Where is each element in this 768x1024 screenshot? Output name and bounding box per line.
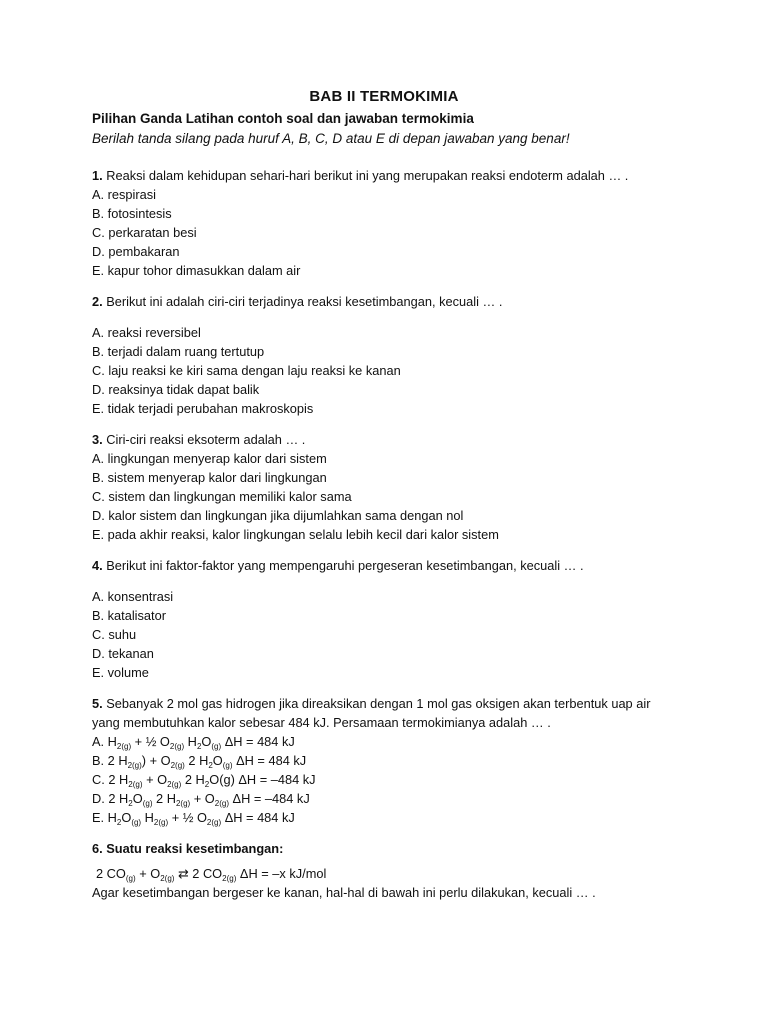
option-e-part: E. H	[92, 810, 117, 825]
option-e	[92, 808, 676, 827]
question-stem: Ciri-ciri reaksi eksoterm adalah … .	[102, 432, 306, 447]
option-c-part: 2 H	[181, 772, 205, 787]
option-d: D. pembakaran	[92, 244, 180, 259]
question-stem: Berikut ini adalah ciri-ciri terjadinya reaksi kesetimbangan, kecuali … .	[102, 294, 503, 309]
question-stem: Suatu reaksi kesetimbangan:	[102, 841, 284, 856]
question-6-text	[92, 839, 676, 858]
equation-part: ⇄ 2 CO	[174, 866, 223, 881]
equation-part: + O	[135, 866, 161, 881]
option-e-part: + ½ O	[168, 810, 207, 825]
option-c: C. laju reaksi ke kiri sama dengan laju reaksi ke kanan	[92, 363, 401, 378]
subscript: 2(g)	[116, 742, 132, 751]
question-5	[92, 694, 676, 827]
option-a: A. reaksi reversibel	[92, 325, 201, 340]
option-c	[92, 770, 676, 789]
equation-part: 2 CO	[96, 866, 126, 881]
option-d: D. kalor sistem dan lingkungan jika dijumlahkan sama dengan nol	[92, 508, 464, 523]
option-b: B. fotosintesis	[92, 206, 172, 221]
question-stem: Berikut ini faktor-faktor yang mempengaruhi pergeseran kesetimbangan, kecuali … .	[102, 558, 584, 573]
option-a-part: A. H	[92, 734, 117, 749]
option-d-part: ΔH = –484 kJ	[228, 791, 310, 806]
subscript: (g)	[125, 874, 136, 883]
option-b-part: ) + O	[141, 753, 171, 768]
subscript: 2	[208, 761, 213, 770]
subscript: 2(g)	[175, 799, 191, 808]
option-a-part: ΔH = 484 kJ	[221, 734, 295, 749]
option-d: D. reaksinya tidak dapat balik	[92, 382, 260, 397]
option-e-part: O	[121, 810, 132, 825]
option-a-part: H	[184, 734, 197, 749]
option-c: C. perkaratan besi	[92, 225, 197, 240]
option-a: A. lingkungan menyerap kalor dari sistem	[92, 451, 327, 466]
subscript: 2(g)	[128, 780, 143, 789]
spacer	[92, 311, 676, 323]
question-6-follow-text: Agar kesetimbangan bergeser ke kanan, hal-hal di bawah ini perlu dilakukan, kecuali … .	[92, 885, 596, 900]
subscript: (g)	[131, 818, 142, 827]
subscript: 2	[116, 818, 122, 827]
subscript: 2(g)	[222, 874, 237, 883]
option-a: A. respirasi	[92, 187, 157, 202]
question-number: 4.	[92, 558, 103, 573]
option-d	[92, 789, 676, 808]
option-b-part: ΔH = 484 kJ	[232, 753, 307, 768]
option-b: B. sistem menyerap kalor dari lingkungan	[92, 470, 327, 485]
subscript: (g)	[211, 742, 222, 751]
option-d-part: O	[132, 791, 143, 806]
option-b-part: 2 H	[184, 753, 209, 768]
option-b-part: B. 2 H	[92, 753, 128, 768]
question-5-text-line2: yang membutuhkan kalor sebesar 484 kJ. Persamaan termokimianya adalah … .	[92, 715, 551, 730]
question-number: 2.	[92, 294, 103, 309]
document-title: BAB II TERMOKIMIA	[309, 88, 459, 105]
subscript: 2	[196, 742, 202, 751]
question-2-text	[92, 292, 676, 311]
option-d-part: D. 2 H	[92, 791, 129, 806]
subscript: 2(g)	[169, 742, 185, 751]
option-c-part: C. 2 H	[92, 772, 129, 787]
subscript: 2(g)	[206, 818, 222, 827]
option-e-part: ΔH = 484 kJ	[221, 810, 295, 825]
option-c-part: + O	[142, 772, 168, 787]
document-subtitle: Pilihan Ganda Latihan contoh soal dan jawaban termokimia	[92, 111, 474, 126]
question-4-text	[92, 556, 676, 575]
question-number: 6.	[92, 841, 103, 856]
question-number: 1.	[92, 168, 103, 183]
option-a-part: + ½ O	[131, 734, 170, 749]
option-a: A. konsentrasi	[92, 589, 174, 604]
option-b: B. katalisator	[92, 608, 166, 623]
question-3	[92, 430, 676, 544]
subscript: (g)	[142, 799, 153, 808]
option-e: E. kapur tohor dimasukkan dalam air	[92, 263, 301, 278]
equation-part: ΔH = –x kJ/mol	[236, 866, 327, 881]
question-stem: Reaksi dalam kehidupan sehari-hari berikut ini yang merupakan reaksi endoterm adalah … .	[102, 168, 629, 183]
subscript: 2(g)	[153, 818, 169, 827]
option-d-part: 2 H	[152, 791, 176, 806]
question-6	[92, 839, 676, 902]
option-b: B. terjadi dalam ruang tertutup	[92, 344, 265, 359]
option-c: C. sistem dan lingkungan memiliki kalor sama	[92, 489, 352, 504]
option-e: E. volume	[92, 665, 149, 680]
option-b	[92, 751, 676, 770]
option-c-part: O(g) ΔH = –484 kJ	[209, 772, 316, 787]
option-a-part: O	[201, 734, 212, 749]
subscript: 2(g)	[214, 799, 229, 808]
option-e-part: H	[141, 810, 154, 825]
question-number: 3.	[92, 432, 103, 447]
question-2	[92, 292, 676, 418]
subscript: 2	[128, 799, 133, 808]
question-4	[92, 556, 676, 682]
subscript: 2	[204, 780, 210, 789]
instructions-text: Berilah tanda silang pada huruf A, B, C, D atau E di depan jawaban yang benar!	[92, 131, 570, 146]
spacer	[92, 575, 676, 587]
option-e: E. tidak terjadi perubahan makroskopis	[92, 401, 314, 416]
subscript: 2(g)	[127, 761, 142, 770]
option-c: C. suhu	[92, 627, 137, 642]
option-e: E. pada akhir reaksi, kalor lingkungan selalu lebih kecil dari kalor sistem	[92, 527, 499, 542]
option-d: D. tekanan	[92, 646, 154, 661]
question-3-text	[92, 430, 676, 449]
option-a	[92, 732, 676, 751]
option-d-part: + O	[190, 791, 215, 806]
question-5-text-line1	[92, 694, 676, 713]
option-b-part: O	[212, 753, 223, 768]
subscript: 2(g)	[160, 874, 175, 883]
question-stem: Sebanyak 2 mol gas hidrogen jika direaksikan dengan 1 mol gas oksigen akan terbentuk uap air	[102, 696, 651, 711]
subscript: (g)	[222, 761, 233, 770]
subscript: 2(g)	[167, 780, 182, 789]
equilibrium-equation	[96, 864, 676, 883]
question-1-text	[92, 166, 676, 185]
question-number: 5.	[92, 696, 103, 711]
subscript: 2(g)	[170, 761, 185, 770]
question-1	[92, 166, 676, 280]
